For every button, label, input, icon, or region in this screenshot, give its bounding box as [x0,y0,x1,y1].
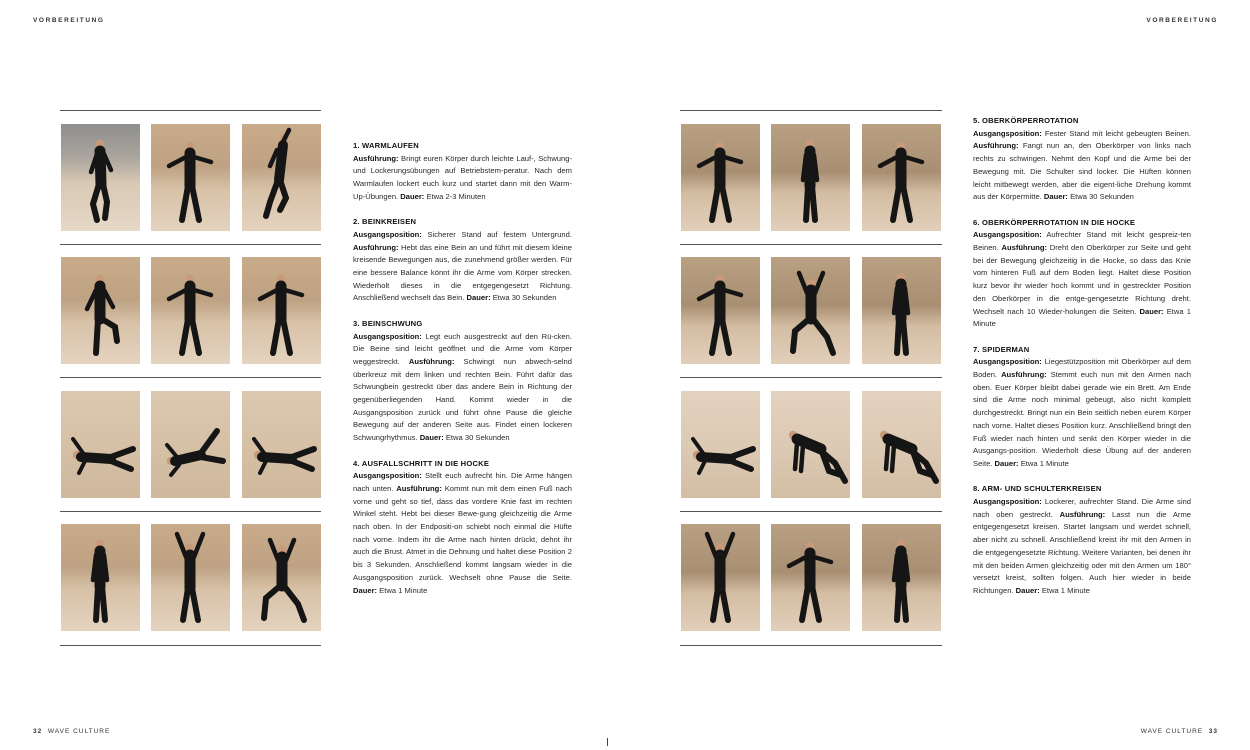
exercise-text: Kommt nun mit dem einen Fuß nach vorne und geht so tief, dass das vordere Knie fast im rechten Winkel steht. Hebt bei dieser Bewe-gung gleichzeitig die Arme nach oben. In der Endpositi-on schiebt noch einmal die Hüfte nach vorne. Indem ihr die Arme nach hinten drückt, dehnt ihr auch die Brust. Atmet in die Dehnung und haltet diese Position 2 bis 3 Sekunden. Anschließend kommt langsam wieder in die Ausgangsposition zurück. Wechselt ohne Pause die Seite. [353,483,572,582]
figure-illustration [681,257,760,364]
exercise-photo [862,124,941,231]
figure-illustration [681,391,760,498]
exercise-label: Ausführung: [396,483,442,493]
figure-illustration [771,124,850,231]
rule [60,110,321,111]
gutter-mark [607,738,608,746]
exercise-text: Sicherer Stand auf festem Untergrund. [421,229,572,239]
exercise-label: Ausführung: [1059,509,1106,519]
figure-illustration [242,524,321,631]
exercise-description [353,470,572,597]
exercise-text: Hebt das eine Bein an und führt mit diesem kleine kreisende Bewegungen aus, die zunehmend größer werden. Für eine bessere Balance könnt ihr die Arme vom Körper strecken. Wiederholt dieses in die entgegengesetzt Richtung. Anschließend wechselt das Bein. [353,242,572,303]
exercise-label: Dauer: [1043,192,1068,202]
figure-illustration [862,391,941,498]
running-head-right: VORBEREITUNG [1146,17,1218,24]
exercise-photo [61,124,140,231]
exercise-label: Ausführung: [1001,243,1048,253]
exercise-label: Ausführung: [353,242,399,252]
figure-illustration [61,257,140,364]
figure-illustration [61,524,140,631]
rule [680,377,942,378]
exercise-section [973,217,1191,331]
exercise-photo [242,391,321,498]
exercise-text: Etwa 2-3 Minuten [424,191,486,201]
exercise-photo [681,391,760,498]
folio-left [33,728,110,735]
exercise-label: Ausgangsposition: [353,229,422,239]
exercise-description [353,153,572,204]
figure-illustration [771,391,850,498]
exercise-photo [61,524,140,631]
exercise-text: Etwa 1 Minute [377,585,428,595]
exercise-section [973,483,1191,597]
exercise-label: Dauer: [353,585,378,595]
exercise-section [973,344,1191,471]
figure-illustration [771,524,850,631]
figure-illustration [61,124,140,231]
figure-illustration [862,257,941,364]
exercise-photo [151,257,230,364]
exercise-text: Bringt euren Körper durch leichte Lauf-, Schwung- und Lockerungsübungen auf Betriebstem-peratur. Nach dem Warmlaufen lockert euch kurz und startet dann mit den Warm-Up-Übungen. [353,153,572,201]
figure-illustration [771,257,850,364]
exercise-photo [242,524,321,631]
exercise-text: Fangt nun an, den Oberkörper von links nach rechts zu schwingen. Nehmt den Kopf und die Arme bei der Bewegung mit. Die Schulter sind locker. Die Hüften können leicht mitbewegt werden, aber die eigent-liche Drehung kommt aus der Körpermitte. [973,141,1191,202]
figure-illustration [862,524,941,631]
exercise-label: Dauer: [1139,306,1164,316]
exercise-text: Stellt euch aufrecht hin. Die Arme hängen nach unten. [353,471,572,493]
exercise-text: Etwa 1 Minute [1039,585,1090,595]
rule [680,244,942,245]
exercise-description [973,496,1191,598]
exercise-label: Ausgangsposition: [973,357,1042,367]
exercise-title: 5. OBERKÖRPERROTATION [973,116,1079,125]
exercise-section [353,318,572,445]
running-head-left: VORBEREITUNG [33,17,105,24]
exercise-text: Fester Stand mit leicht gebeugten Beinen. [1041,128,1191,138]
rule [60,645,321,646]
exercise-text: Dreht den Oberkörper zur Seite und geht bei der Bewegung gleichzeitig in die Hocke, so dass das Knie vom hinteren Fuß auf dem Boden liegt. Haltet diese Position kurz bevor ihr wieder hoch kommt und in gestreckter Position den Oberkörper in die entge-gengesetzte Richtung dreht. Wechselt nach 10 Wieder-holungen die Seiten. [973,243,1191,316]
exercise-title: 4. AUSFALLSCHRITT IN DIE HOCKE [353,458,490,468]
exercise-photo [61,257,140,364]
exercise-photo [862,391,941,498]
exercise-photo [681,124,760,231]
exercise-title: 1. WARMLAUFEN [353,141,419,150]
exercise-label: Ausführung: [1001,370,1047,380]
exercise-label: Ausgangsposition: [973,128,1042,138]
figure-illustration [242,391,321,498]
exercise-photo [771,391,850,498]
exercise-section [353,458,572,598]
exercise-text: Etwa 1 Minute [1018,458,1069,468]
figure-illustration [242,257,321,364]
exercise-text: Etwa 30 Sekunden [490,293,557,303]
exercise-label: Dauer: [466,293,491,303]
page-number-left: 32 [33,728,43,735]
figure-illustration [151,391,230,498]
exercise-description [353,229,572,305]
exercise-description [973,128,1191,204]
rule [680,511,942,512]
exercise-photo [151,524,230,631]
exercise-text: Etwa 30 Sekunden [1067,192,1134,202]
exercise-text: Lockerer, aufrechter Stand. Die Arme sind nach oben gestreckt. [973,497,1191,519]
exercise-photo [151,391,230,498]
exercise-photo [681,524,760,631]
figure-illustration [61,391,140,498]
exercise-text: Schwingt nun abwech-selnd überkreuz mit dem linken und rechten Bein. Führt dafür das Schwungbein gestreckt über das andere Bein in Richtung der gegenüberliegenden Hand. Kommt wieder in die Ausgangsposition zurück und führt ohne Pause die gleiche Bewegung auf der anderen Seite aus. Findet einen lockeren Schwungrhythmus. [353,356,573,443]
exercise-title: 6. OBERKÖRPERROTATION IN DIE HOCKE [973,217,1136,227]
exercise-title: 8. ARM- UND SCHULTERKREISEN [973,484,1102,494]
exercise-section [353,140,572,204]
exercise-photo [61,391,140,498]
figure-illustration [681,124,760,231]
exercise-text: Legt euch ausgestreckt auf den Rü-cken. Die Beine sind leicht geöffnet und die Arme vom Körper weggestreckt. [353,331,572,366]
exercise-label: Ausführung: [973,141,1019,151]
exercise-text: Liegestützposition mit Oberkörper auf dem Boden. [973,357,1191,380]
exercise-text: Aufrechter Stand mit leicht gespreiz-ten Beinen. [973,230,1191,253]
exercise-label: Ausführung: [353,153,399,163]
exercise-text: Etwa 1 Minute [973,306,1192,329]
exercise-text: Lasst nun die Arme entgegengesetzt kreisen. Startet langsam und werdet schnell, aber nicht zu schnell. Anschließend kreist ihr mit den Armen in die entgegengesetzte Richtung. Weitere Varianten, bei denen ihr mit den beiden Armen gleichzeitig oder mit den Armen um 180° versetzt kreist, sollten folgen. Auch hier wieder in beide Richtungen. [973,509,1191,595]
exercise-description [973,356,1191,470]
exercise-label: Dauer: [400,191,425,201]
rule [60,244,321,245]
page-number-right: 33 [1208,728,1218,735]
exercise-description [973,229,1191,331]
magazine-title-right: WAVE CULTURE [1140,728,1204,735]
exercise-photo [862,257,941,364]
folio-right [1141,728,1218,735]
exercise-photo [151,124,230,231]
exercise-section [353,216,572,305]
exercise-photo [242,124,321,231]
exercise-photo [681,257,760,364]
exercise-text: Etwa 30 Sekunden [443,433,510,443]
figure-illustration [242,124,321,231]
exercise-title: 2. BEINKREISEN [353,217,417,227]
exercise-photo [771,524,850,631]
exercise-title: 3. BEINSCHWUNG [353,318,423,328]
figure-illustration [681,524,760,631]
exercise-photo [862,524,941,631]
figure-illustration [151,524,230,631]
exercise-label: Ausführung: [408,356,455,366]
magazine-title-left: WAVE CULTURE [47,728,111,735]
exercise-text: Stemmt euch nun mit den Armen nach oben. Euer Körper bleibt dabei gerade wie ein Brett. Am Ende sind die Arme noch minimal gebeugt, also nicht komplett durchgestreckt. Bringt nun ein Bein seitlich neben eurem Körper nach vorne. Haltet dieses Position kurz. Anschließend bringt den Fuß wieder nach hinten und senkt den Körper wieder in die Ausgangs-position. Wiederholt diese Übung auf der anderen Seite. [973,370,1191,468]
rule [680,645,942,646]
rule [680,110,942,111]
exercise-photo [242,257,321,364]
exercise-photo [771,124,850,231]
exercise-description [353,331,572,445]
exercise-label: Dauer: [419,433,444,443]
figure-illustration [151,124,230,231]
rule [60,377,321,378]
exercise-title: 7. SPIDERMAN [973,344,1030,354]
text-column-right [973,115,1191,598]
exercise-label: Dauer: [994,458,1019,468]
exercise-label: Ausgangsposition: [973,230,1042,240]
exercise-label: Ausgangsposition: [353,331,422,341]
text-column-left [353,140,572,597]
exercise-label: Ausgangsposition: [973,497,1042,507]
exercise-photo [771,257,850,364]
exercise-label: Dauer: [1015,585,1040,595]
rule [60,511,321,512]
figure-illustration [862,124,941,231]
exercise-label: Ausgangsposition: [353,471,422,481]
figure-illustration [151,257,230,364]
exercise-section [973,115,1191,204]
